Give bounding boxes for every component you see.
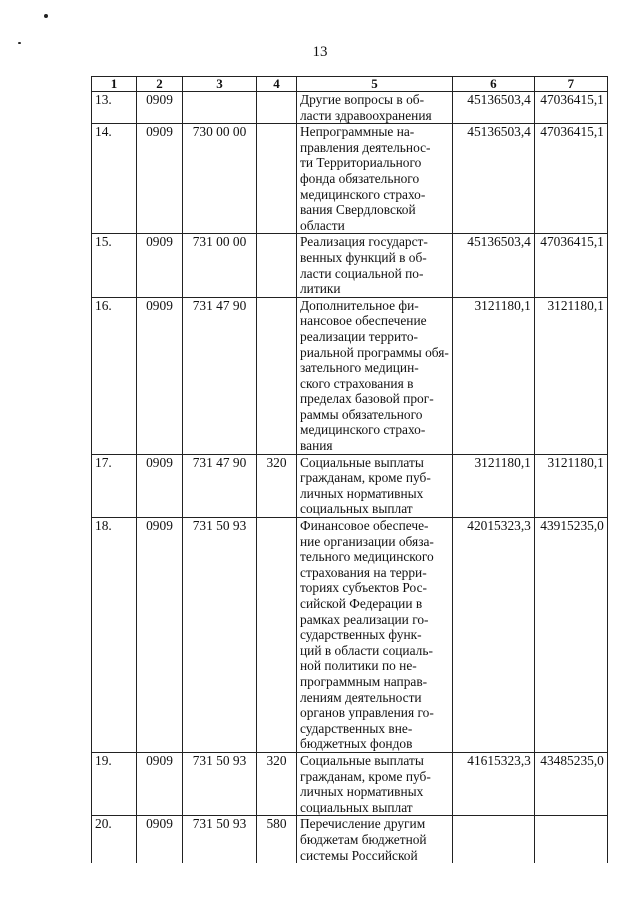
description-line: медицинского страхо- (300, 422, 426, 438)
amount-year-2-cell: 47036415,1 (534, 234, 607, 297)
description-line: Финансовое обеспече- (300, 518, 429, 534)
table-row (92, 234, 608, 297)
target-code-cell (183, 92, 257, 124)
amount-year-2-cell (534, 816, 607, 863)
description-line: бюджетам бюджетной (300, 831, 427, 847)
description-line: личных нормативных (300, 485, 424, 501)
description-line: области (300, 217, 345, 233)
amount-year-2-cell: 3121180,1 (534, 297, 607, 454)
section-code-cell: 0909 (137, 752, 183, 815)
description-line: пределах базовой прог- (300, 391, 434, 407)
description-line: системы Российской (300, 847, 418, 863)
description-line: сударственных функ- (300, 627, 422, 643)
table-row (92, 92, 608, 124)
description-line: Перечисление другим (300, 816, 426, 832)
section-code-cell: 0909 (137, 124, 183, 234)
scan-speck (44, 14, 48, 18)
table-row (92, 297, 608, 454)
description-line: Непрограммные на- (300, 124, 415, 140)
amount-year-1-cell: 3121180,1 (452, 297, 534, 454)
target-code-cell: 730 00 00 (183, 124, 257, 234)
section-code-cell: 0909 (137, 92, 183, 124)
description-line: социальных выплат (300, 799, 413, 815)
description-line: сударственных вне- (300, 720, 413, 736)
table-row (92, 454, 608, 517)
row-number-cell: 20. (92, 816, 137, 863)
description-line: лениям деятельности (300, 689, 422, 705)
target-code-cell: 731 00 00 (183, 234, 257, 297)
description-line: ций в области социаль- (300, 642, 433, 658)
description-line: социальных выплат (300, 501, 413, 517)
description-line: вания (300, 438, 333, 454)
description-line: органов управления го- (300, 705, 434, 721)
column-header: 6 (452, 77, 534, 92)
description-line: зательного медицин- (300, 360, 419, 376)
description-cell (297, 752, 453, 815)
description-line: ласти здравоохранения (300, 107, 432, 123)
column-header: 3 (183, 77, 257, 92)
budget-table (91, 76, 608, 863)
description-line: ние организации обяза- (300, 533, 434, 549)
description-line: нансовое обеспечение (300, 313, 427, 329)
section-code-cell: 0909 (137, 816, 183, 863)
description-line: Социальные выплаты (300, 454, 424, 470)
amount-year-1-cell: 45136503,4 (452, 234, 534, 297)
description-line: ной политики по не- (300, 658, 417, 674)
section-code-cell: 0909 (137, 297, 183, 454)
row-number-cell: 14. (92, 124, 137, 234)
expense-type-cell: 580 (257, 816, 297, 863)
expense-type-cell (257, 124, 297, 234)
description-cell (297, 454, 453, 517)
table-row (92, 518, 608, 753)
row-number-cell: 13. (92, 92, 137, 124)
description-cell (297, 518, 453, 753)
table-row (92, 816, 608, 863)
description-line: правления деятельнос- (300, 139, 431, 155)
target-code-cell: 731 50 93 (183, 816, 257, 863)
description-line: ториях субъектов Рос- (300, 580, 427, 596)
target-code-cell: 731 47 90 (183, 454, 257, 517)
description-line: сийской Федерации в (300, 596, 423, 611)
description-line: ласти социальной по- (300, 265, 424, 281)
target-code-cell: 731 50 93 (183, 518, 257, 753)
amount-year-2-cell: 3121180,1 (534, 454, 607, 517)
description-cell (297, 234, 453, 297)
column-header: 5 (297, 77, 453, 92)
column-header: 1 (92, 77, 137, 92)
amount-year-2-cell: 43485235,0 (534, 752, 607, 815)
amount-year-1-cell: 42015323,3 (452, 518, 534, 753)
column-header: 4 (257, 77, 297, 92)
description-line: ти Территориального (300, 155, 422, 171)
section-code-cell: 0909 (137, 454, 183, 517)
expense-type-cell (257, 92, 297, 124)
expense-type-cell: 320 (257, 454, 297, 517)
amount-year-1-cell: 3121180,1 (452, 454, 534, 517)
table-row (92, 124, 608, 234)
description-line: личных нормативных (300, 784, 424, 800)
description-line: тельного медицинского (300, 549, 434, 565)
amount-year-1-cell (452, 816, 534, 863)
column-header: 7 (534, 77, 607, 92)
table-body (92, 92, 608, 864)
description-cell (297, 297, 453, 454)
description-line: вания Свердловской (300, 202, 416, 218)
row-number-cell: 18. (92, 518, 137, 753)
amount-year-1-cell: 45136503,4 (452, 124, 534, 234)
amount-year-2-cell: 47036415,1 (534, 92, 607, 124)
amount-year-2-cell: 47036415,1 (534, 124, 607, 234)
description-line: гражданам, кроме пуб- (300, 768, 431, 784)
description-line: риальной программы обя- (300, 344, 449, 360)
description-cell (297, 816, 453, 863)
section-code-cell: 0909 (137, 234, 183, 297)
expense-type-cell: 320 (257, 752, 297, 815)
description-line: программным направ- (300, 673, 428, 689)
description-cell (297, 92, 453, 124)
description-line: литики (300, 281, 341, 297)
expense-type-cell (257, 297, 297, 454)
description-line: реализации террито- (300, 328, 418, 344)
table-row (92, 752, 608, 815)
description-line: Социальные выплаты (300, 752, 424, 768)
expense-type-cell (257, 234, 297, 297)
row-number-cell: 16. (92, 297, 137, 454)
target-code-cell: 731 47 90 (183, 297, 257, 454)
description-line: фонда обязательного (300, 170, 420, 186)
page-number: 13 (312, 44, 328, 60)
description-line: Другие вопросы в об- (300, 92, 425, 107)
row-number-cell: 15. (92, 234, 137, 297)
description-line: ского страхования в (300, 375, 414, 391)
row-number-cell: 19. (92, 752, 137, 815)
row-number-cell: 17. (92, 454, 137, 517)
amount-year-1-cell: 41615323,3 (452, 752, 534, 815)
amount-year-2-cell: 43915235,0 (534, 518, 607, 753)
description-line: Дополнительное фи- (300, 297, 419, 313)
description-cell (297, 124, 453, 234)
amount-year-1-cell: 45136503,4 (452, 92, 534, 124)
expense-type-cell (257, 518, 297, 753)
target-code-cell: 731 50 93 (183, 752, 257, 815)
description-line: Реализация государст- (300, 234, 428, 250)
section-code-cell: 0909 (137, 518, 183, 753)
description-line: венных функций в об- (300, 249, 427, 265)
description-line: медицинского страхо- (300, 186, 426, 202)
description-line: страхования на терри- (300, 564, 427, 580)
column-header: 2 (137, 77, 183, 92)
description-line: раммы обязательного (300, 406, 423, 422)
description-line: бюджетных фондов (300, 736, 413, 752)
column-header-row (92, 77, 608, 92)
description-line: рамках реализации го- (300, 611, 429, 627)
description-line: гражданам, кроме пуб- (300, 470, 431, 486)
